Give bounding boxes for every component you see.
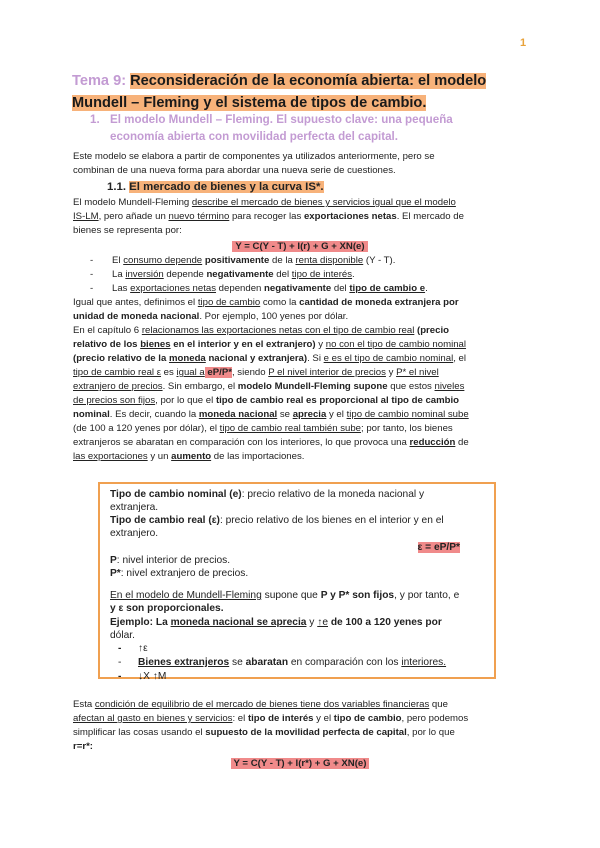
- text-run: Igual que antes, definimos el: [73, 297, 198, 308]
- text-run: tipo de cambio: [197, 297, 261, 308]
- text-run: no con el tipo de cambio nominal: [325, 339, 467, 350]
- text-run: y ε son proporcionales.: [110, 603, 224, 614]
- text-run: .: [425, 283, 428, 294]
- text-run: y: [306, 617, 318, 628]
- text-run: en comparación con los: [288, 657, 402, 668]
- text-run: El: [112, 255, 124, 266]
- title-text: Reconsideración de la economía abierta: el modelo Mundell – Fleming y el sistema de tipos de cambio.: [72, 73, 487, 111]
- bullet-dash: -: [90, 269, 94, 280]
- text-run: inversión: [125, 269, 164, 280]
- text-run: que: [429, 699, 448, 710]
- text-run: exportaciones netas: [130, 283, 217, 294]
- text-run: del: [331, 283, 350, 294]
- is-star-formula: [0, 757, 600, 771]
- text-run: (precio relativo de la: [73, 353, 169, 364]
- text-run: relativo de los: [73, 339, 141, 350]
- text-run: renta disponible: [295, 255, 364, 266]
- text-run: , pero podemos: [401, 713, 469, 724]
- text-run: moneda nacional se aprecia: [170, 617, 307, 628]
- text-run: , el: [453, 353, 467, 364]
- text-run: tipo de cambio real ε: [73, 367, 162, 378]
- page-title: [72, 70, 542, 114]
- bullet-dash: -: [90, 283, 94, 294]
- text-run: .: [352, 269, 355, 280]
- text-run: las exportaciones: [73, 451, 148, 462]
- box-nominal-rate: [110, 488, 490, 514]
- text-run: bienes: [140, 339, 171, 350]
- text-run: dólar.: [110, 630, 135, 641]
- text-run: describe el mercado de bienes y servicios igual que el modelo: [191, 197, 456, 208]
- text-run: P* el nivel: [396, 367, 439, 378]
- text-run: extranjero de precios: [73, 381, 163, 392]
- text-run: ↓X ↑M: [138, 671, 167, 682]
- text-run: extranjera.: [110, 502, 159, 513]
- box-formula: [110, 541, 490, 554]
- section-1-number: 1.: [90, 113, 100, 126]
- text-run: . Es decir, cuando la: [109, 409, 199, 420]
- formula-text: Y = C(Y - T) + I(r) + G + XN(e): [232, 241, 367, 252]
- intro-line-2: combinan de una nueva forma para abordar una nueva serie de cuestiones.: [73, 165, 396, 176]
- box-real-rate: [110, 514, 490, 540]
- text-run: de precios son fijos: [73, 395, 156, 406]
- bullet-dash: -: [118, 657, 122, 668]
- text-run: : el: [232, 713, 248, 724]
- text-run: en el interior y en el extranjero): [170, 339, 316, 350]
- text-run: depende: [163, 269, 207, 280]
- text-run: IS-LM: [73, 211, 99, 222]
- box-example: [110, 616, 490, 642]
- text-run: ↑ε: [138, 643, 148, 654]
- text-run: eP/P*: [204, 367, 232, 378]
- text-run: e es el tipo de cambio nominal: [323, 353, 454, 364]
- text-run: P y P* son fijos: [320, 590, 395, 601]
- bullet-net-exports: [90, 282, 530, 296]
- text-run: tipo de interés: [291, 269, 353, 280]
- text-run: P el nivel interior de precios: [268, 367, 386, 378]
- paragraph-equilibrium: [73, 698, 533, 754]
- text-run: de 100 a 120 yenes por: [328, 617, 442, 628]
- text-run: P*: [110, 568, 121, 579]
- text-run: interiores.: [401, 657, 447, 668]
- box-item-real-rate: [110, 642, 490, 655]
- text-run: supone que: [261, 590, 321, 601]
- subsection-number: 1.1.: [107, 181, 126, 193]
- formula-text: Y = C(Y - T) + I(r*) + G + XN(e): [231, 758, 370, 769]
- text-run: . El mercado de: [396, 211, 464, 222]
- intro-line-1: Este modelo se elabora a partir de componentes ya utilizados anteriormente, pero se: [73, 151, 435, 162]
- text-run: extranjeros se abaratan en comparación con los interiores, lo que provoca una: [73, 437, 410, 448]
- bullet-dash: -: [118, 643, 122, 654]
- text-run: de la: [269, 255, 296, 266]
- text-run: y el: [326, 409, 347, 420]
- paragraph-exchange-rate: [73, 296, 533, 324]
- subsection-heading: [107, 180, 324, 194]
- text-run: se: [229, 657, 246, 668]
- text-run: tipo de cambio nominal sube: [346, 409, 469, 420]
- text-run: (de 100 a 120 yenes por dólar), el: [73, 423, 220, 434]
- text-run: unidad de moneda nacional: [73, 311, 200, 322]
- text-run: tipo de cambio real es proporcional al tipo de cambio: [215, 395, 460, 406]
- text-run: Bienes extranjeros: [138, 657, 230, 668]
- text-run: ↑e: [317, 617, 328, 628]
- text-run: aprecia: [292, 409, 327, 420]
- box-item-trade: [110, 670, 490, 683]
- text-run: : precio relativo de los bienes en el interior y en el: [219, 515, 444, 526]
- bullet-dash: -: [90, 255, 94, 266]
- text-run: condición de equilibrio de el mercado de bienes tiene dos variables financieras: [94, 699, 430, 710]
- text-run: . Si: [307, 353, 324, 364]
- text-run: dependen: [216, 283, 265, 294]
- bullet-dash: -: [118, 671, 122, 682]
- text-run: relacionamos las exportaciones netas con el tipo de cambio real: [141, 325, 415, 336]
- subsection-title: El mercado de bienes y la curva IS*.: [129, 181, 324, 193]
- text-run: niveles: [434, 381, 465, 392]
- text-run: bienes se representa por:: [73, 225, 182, 236]
- text-run: (Y - T).: [363, 255, 396, 266]
- text-run: que estos: [387, 381, 435, 392]
- text-run: moneda nacional: [198, 409, 278, 420]
- bullet-investment: [90, 268, 530, 282]
- text-run: abaratan: [245, 657, 289, 668]
- text-run: . Sin embargo, el: [162, 381, 238, 392]
- text-run: y un: [147, 451, 172, 462]
- text-run: supuesto de la movilidad perfecta de capital: [205, 727, 407, 738]
- text-run: igual a: [176, 367, 205, 378]
- formula-text: ε = eP/P*: [417, 542, 460, 553]
- text-run: : nivel interior de precios.: [116, 555, 231, 566]
- text-run: La: [112, 269, 126, 280]
- box-model-assumption: [110, 589, 490, 615]
- text-run: modelo Mundell-Fleming supone: [237, 381, 388, 392]
- text-run: negativamente: [264, 283, 332, 294]
- text-run: , pero añade un: [98, 211, 169, 222]
- text-run: y: [315, 339, 326, 350]
- text-run: cantidad de moneda extranjera por: [299, 297, 459, 308]
- intro-paragraph: [73, 150, 533, 178]
- text-run: , por lo que: [406, 727, 455, 738]
- page-number: 1: [520, 37, 527, 49]
- text-run: positivamente: [204, 255, 270, 266]
- box-item-foreign-goods: [110, 656, 490, 669]
- text-run: reducción: [409, 437, 456, 448]
- text-run: Ejemplo: La: [110, 617, 171, 628]
- section-1-line-2: economía abierta con movilidad perfecta del capital.: [110, 130, 398, 143]
- text-run: , por lo que el: [155, 395, 216, 406]
- text-run: moneda: [168, 353, 206, 364]
- text-run: Las: [112, 283, 131, 294]
- goods-market-formula: [0, 240, 600, 254]
- text-run: ; por tanto, los bienes: [361, 423, 453, 434]
- text-run: , siendo: [231, 367, 269, 378]
- text-run: En el capítulo 6: [73, 325, 142, 336]
- text-run: aumento: [171, 451, 212, 462]
- paragraph-real-exchange-rate: [73, 324, 533, 464]
- text-run: y el: [313, 713, 334, 724]
- text-run: nuevo término: [168, 211, 230, 222]
- text-run: de: [455, 437, 469, 448]
- text-run: En el modelo de Mundell-Fleming: [110, 590, 262, 601]
- section-1-line-1: El modelo Mundell – Fleming. El supuesto clave: una pequeña: [110, 113, 453, 126]
- text-run: consumo depende: [123, 255, 203, 266]
- text-run: tipo de cambio: [333, 713, 402, 724]
- text-run: exportaciones netas: [303, 211, 397, 222]
- paragraph-model-description: [73, 196, 533, 238]
- text-run: nacional y extranjera): [205, 353, 308, 364]
- text-run: r=r*:: [73, 741, 93, 752]
- text-run: . Por ejemplo, 100 yenes por dólar.: [199, 311, 349, 322]
- text-run: y: [385, 367, 397, 378]
- text-run: P: [110, 555, 117, 566]
- text-run: Esta: [73, 699, 95, 710]
- title-tema-label: Tema 9:: [72, 73, 127, 89]
- text-run: extranjero.: [110, 528, 159, 539]
- text-run: : nivel extranjero de precios.: [120, 568, 249, 579]
- text-run: de las importaciones.: [211, 451, 305, 462]
- text-run: afectan al gasto en bienes y servicios: [73, 713, 233, 724]
- box-price-levels: [110, 554, 490, 580]
- bullet-consumption: [90, 254, 530, 268]
- text-run: : precio relativo de la moneda nacional y: [241, 489, 425, 500]
- text-run: , y por tanto, e: [394, 590, 460, 601]
- section-1-heading: [90, 111, 530, 145]
- text-run: nominal: [73, 409, 110, 420]
- text-run: del: [273, 269, 292, 280]
- text-run: como la: [260, 297, 300, 308]
- text-run: tipo de cambio real también sube: [219, 423, 361, 434]
- text-run: negativamente: [206, 269, 274, 280]
- text-run: tipo de cambio e: [349, 283, 426, 294]
- text-run: simplificar las cosas usando el: [73, 727, 206, 738]
- text-run: tipo de interés: [247, 713, 314, 724]
- text-run: Tipo de cambio real (ε): [110, 515, 220, 526]
- text-run: El modelo Mundell-Fleming: [73, 197, 192, 208]
- text-run: para recoger las: [229, 211, 304, 222]
- text-run: (precio: [414, 325, 449, 336]
- text-run: es: [161, 367, 177, 378]
- text-run: se: [277, 409, 293, 420]
- text-run: Tipo de cambio nominal (e): [110, 489, 242, 500]
